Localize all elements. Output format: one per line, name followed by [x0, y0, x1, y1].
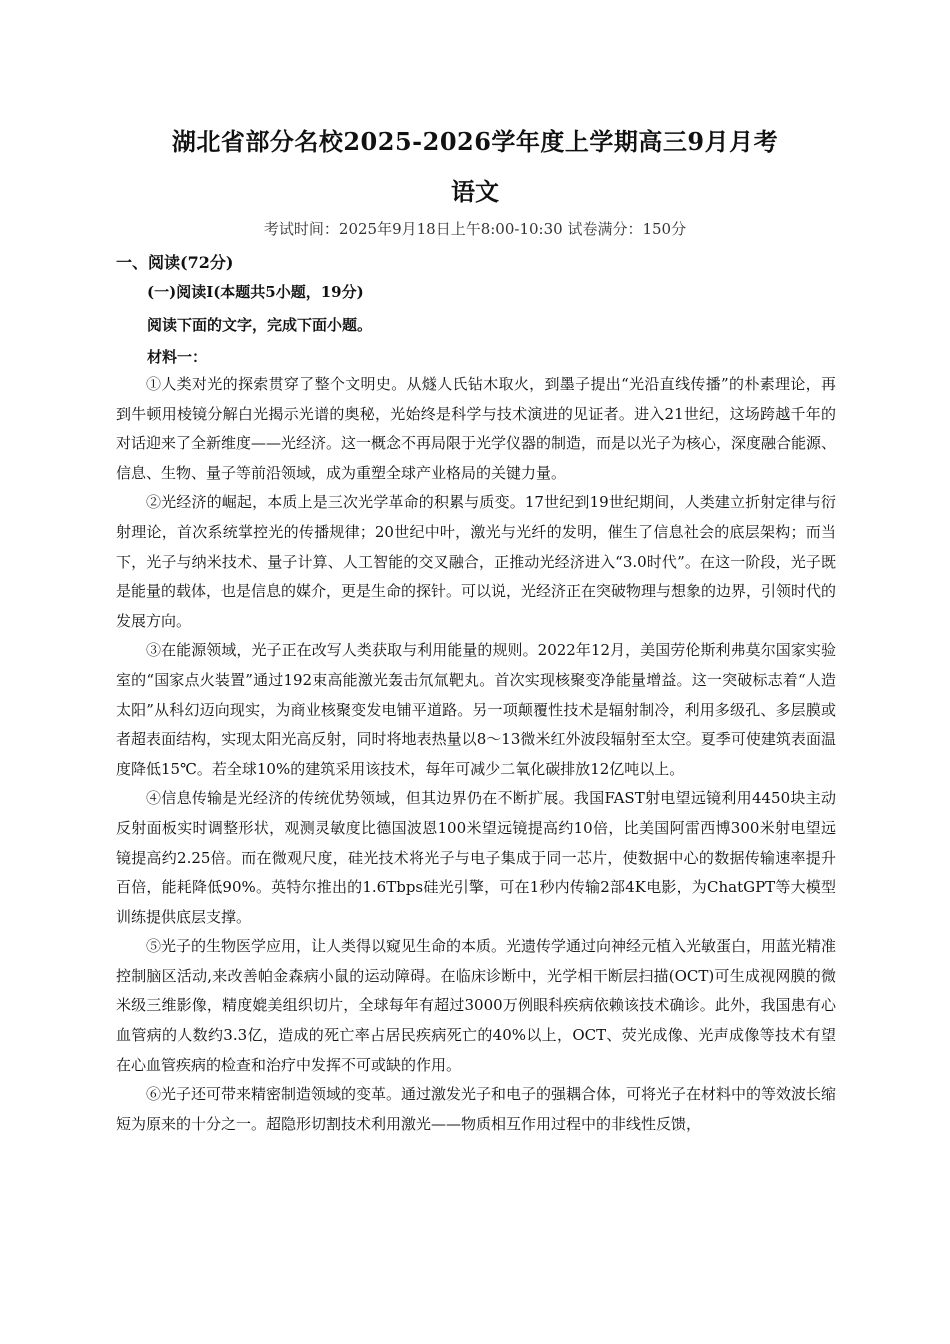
subsection-heading: (一)阅读Ⅰ(本题共5小题，19分)	[147, 283, 364, 301]
material-label: 材料一：	[147, 348, 208, 366]
paragraph-1: ①人类对光的探索贯穿了整个文明史。从燧人氏钻木取火，到墨子提出“光沿直线传播”的朴素理论，再到牛顿用棱镜分解白光揭示光谱的奥秘，光始终是科学与技术演进的见证者。进入21世纪，这场跨越千年的对话迎来了全新维度——光经济。这一概念不再局限于光学仪器的制造，而是以光子为核心，深度融合能源、信息、生物、量子等前沿领域，成为重塑全球产业格局的关键力量。	[116, 375, 837, 482]
paragraph-3: ③在能源领域，光子正在改写人类获取与利用能量的规则。2022年12月，美国劳伦斯利弗莫尔国家实验室的“国家点火装置”通过192束高能激光轰击氘氚靶丸。首次实现核聚变净能量增益。这一突破标志着“人造太阳”从科幻迈向现实，为商业核聚变发电铺平道路。另一项颠覆性技术是辐射制冷，利用多级孔、多层膜或者超表面结构，实现太阳光高反射，同时将地表热量以8～13微米红外波段辐射至太空。夏季可使建筑表面温度降低15℃。若全球10%的建筑采用该技术，每年可减少二氧化碳排放12亿吨以上。	[116, 641, 836, 778]
exam-info: 考试时间：2025年9月18日上午8:00-10:30 试卷满分：150分	[263, 220, 687, 238]
paragraph-2: ②光经济的崛起，本质上是三次光学革命的积累与质变。17世纪到19世纪期间，人类建立折射定律与衍射理论，首次系统掌控光的传播规律；20世纪中叶，激光与光纤的发明，催生了信息社会的底层架构；而当下，光子与纳米技术、量子计算、人工智能的交叉融合，正推动光经济进入“3.0时代”。在这一阶段，光子既是能量的载体，也是信息的媒介，更是生命的探针。可以说，光经济正在突破物理与想象的边界，引领时代的发展方向。	[116, 493, 837, 630]
reading-instruction: 阅读下面的文字，完成下面小题。	[147, 316, 373, 334]
exam-title: 湖北省部分名校2025-2026学年度上学期高三9月月考	[171, 127, 779, 156]
section-heading: 一、阅读(72分)	[116, 253, 234, 272]
subject-title: 语文	[451, 177, 499, 206]
paragraph-4: ④信息传输是光经济的传统优势领域，但其边界仍在不断扩展。我国FAST射电望远镜利用4450块主动反射面板实时调整形状，观测灵敏度比德国波恩100米望远镜提高约10倍，比美国阿雷西博300米射电望远镜提高约2.25倍。而在微观尺度，硅光技术将光子与电子集成于同一芯片，使数据中心的数据传输速率提升百倍，能耗降低90%。英特尔推出的1.6Tbps硅光引擎，可在1秒内传输2部4K电影，为ChatGPT等大模型训练提供底层支撑。	[116, 789, 836, 926]
paragraph-5: ⑤光子的生物医学应用，让人类得以窥见生命的本质。光遗传学通过向神经元植入光敏蛋白，用蓝光精准控制脑区活动,来改善帕金森病小鼠的运动障碍。在临床诊断中，光学相干断层扫描(OCT)可生成视网膜的微米级三维影像，精度媲美组织切片，全球每年有超过3000万例眼科疾病依赖该技术确诊。此外，我国患有心血管病的人数约3.3亿，造成的死亡率占居民疾病死亡的40%以上，OCT、荧光成像、光声成像等技术有望在心血管疾病的检查和治疗中发挥不可或缺的作用。	[116, 937, 837, 1074]
paragraph-6: ⑥光子还可带来精密制造领域的变革。通过激发光子和电子的强耦合体，可将光子在材料中的等效波长缩短为原来的十分之一。超隐形切割技术利用激光——物质相互作用过程中的非线性反馈，	[116, 1085, 837, 1133]
material-body	[116, 370, 836, 1139]
